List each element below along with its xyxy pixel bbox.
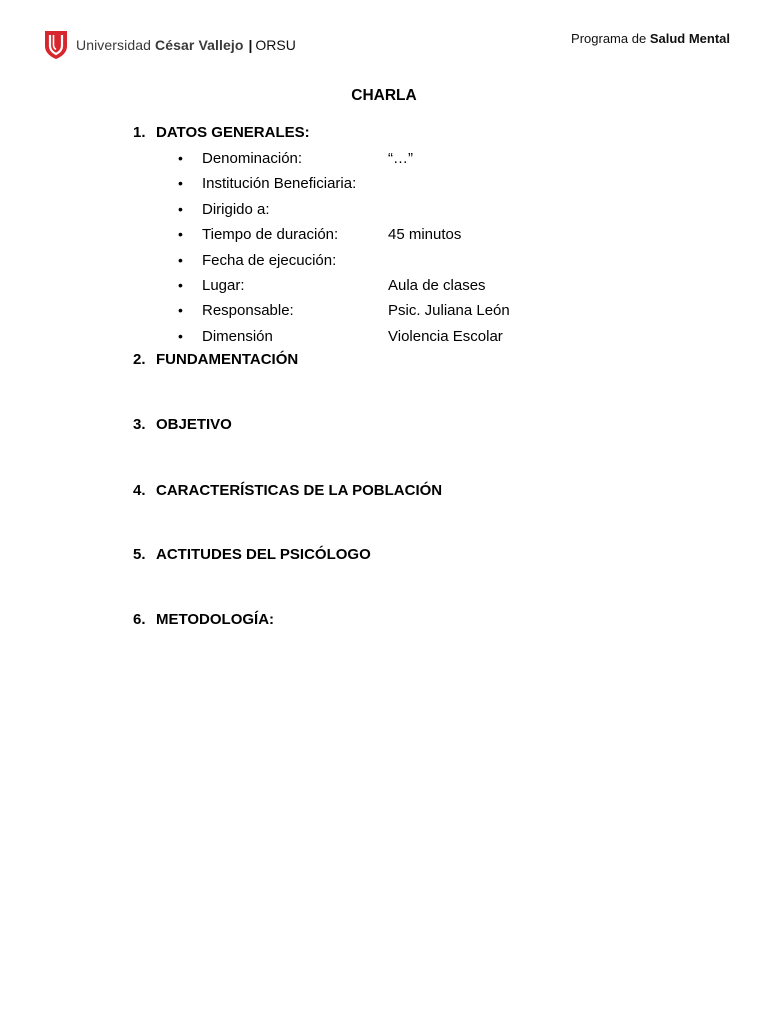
document-title: CHARLA bbox=[351, 87, 417, 104]
section-label: ACTITUDES DEL PSICÓLOGO bbox=[156, 546, 371, 563]
field-label: Responsable: bbox=[202, 302, 294, 320]
field-label: Lugar: bbox=[202, 276, 245, 294]
field-value: 45 minutos bbox=[388, 226, 462, 244]
section-label: FUNDAMENTACIÓN bbox=[156, 351, 299, 368]
list-item bbox=[178, 298, 510, 323]
program-name: Salud Mental bbox=[649, 31, 730, 46]
bullet: • bbox=[178, 276, 183, 293]
bullet: • bbox=[178, 226, 183, 243]
logo-unit: ORSU bbox=[255, 37, 296, 53]
page-header bbox=[0, 0, 768, 70]
university-logo bbox=[44, 30, 296, 60]
logo-wordmark bbox=[76, 37, 244, 53]
bullet: • bbox=[178, 327, 183, 344]
bullet: • bbox=[178, 150, 183, 166]
section-heading bbox=[133, 124, 310, 141]
section-number: 1. bbox=[133, 124, 146, 141]
section-heading bbox=[133, 416, 232, 433]
field-label: Fecha de ejecución: bbox=[202, 251, 337, 269]
bullet: • bbox=[178, 302, 183, 319]
logo-separator: | bbox=[248, 37, 253, 53]
list-item bbox=[178, 248, 510, 273]
section-number: 4. bbox=[133, 482, 146, 499]
field-label: Dimensión bbox=[202, 327, 273, 345]
section-number: 2. bbox=[133, 351, 146, 368]
list-item bbox=[178, 273, 510, 298]
ucv-shield-icon bbox=[44, 30, 68, 60]
section-number: 6. bbox=[133, 611, 146, 628]
section-heading bbox=[133, 546, 371, 563]
section-label: DATOS GENERALES: bbox=[156, 124, 310, 141]
section-heading bbox=[133, 351, 298, 368]
section-label: METODOLOGÍA: bbox=[156, 611, 275, 628]
section-number: 5. bbox=[133, 546, 146, 563]
bullet: • bbox=[178, 200, 183, 217]
field-label: Tiempo de duración: bbox=[202, 226, 339, 244]
bullet: • bbox=[178, 175, 183, 192]
field-label: Dirigido a: bbox=[202, 200, 270, 218]
program-prefix: Programa de bbox=[571, 31, 647, 46]
field-label: Institución Beneficiaria: bbox=[202, 175, 357, 193]
section-heading bbox=[133, 611, 274, 628]
list-item bbox=[178, 324, 510, 349]
field-label: Denominación: bbox=[202, 150, 303, 167]
field-value: “…” bbox=[388, 150, 413, 167]
field-value: Aula de clases bbox=[388, 276, 486, 294]
program-label bbox=[571, 31, 730, 46]
section-label: CARACTERÍSTICAS DE LA POBLACIÓN bbox=[156, 482, 443, 499]
list-item bbox=[178, 222, 510, 247]
field-value: Violencia Escolar bbox=[388, 327, 503, 345]
field-value: Psic. Juliana León bbox=[388, 302, 510, 320]
general-data-list bbox=[178, 146, 510, 349]
section-heading bbox=[133, 482, 442, 499]
list-item bbox=[178, 171, 510, 196]
section-label: OBJETIVO bbox=[156, 416, 232, 433]
section-number: 3. bbox=[133, 416, 146, 433]
list-item bbox=[178, 197, 510, 222]
list-item bbox=[178, 146, 510, 171]
logo-university: Universidad bbox=[76, 37, 152, 53]
logo-name: César Vallejo bbox=[155, 37, 244, 53]
bullet: • bbox=[178, 251, 183, 268]
